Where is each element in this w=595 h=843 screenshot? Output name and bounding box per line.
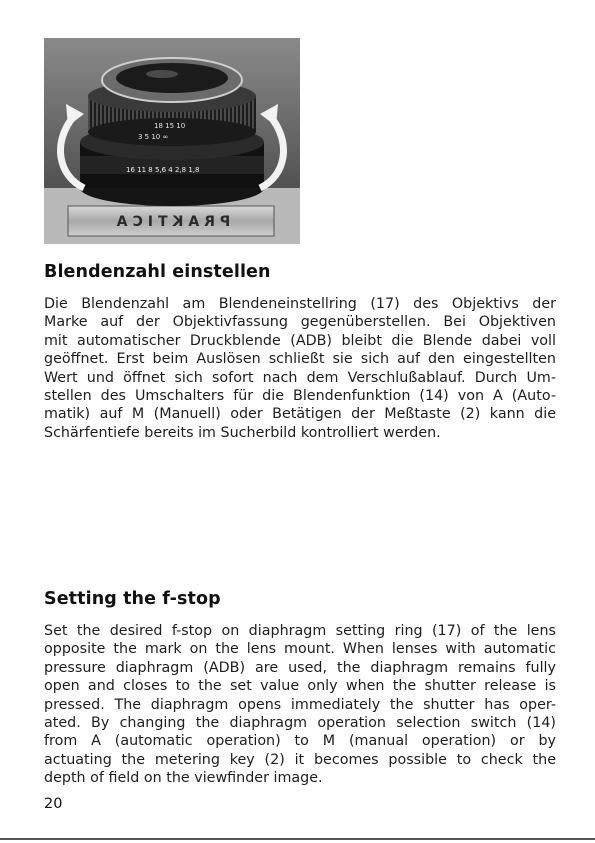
german-line: mit automatischer Druckblende (ADB) bleibt die Blende dabei voll [44, 332, 556, 349]
english-line: actuating the metering key (2) it becomes possible to check the [44, 751, 556, 768]
page-number: 20 [44, 796, 63, 812]
german-line: Die Blendenzahl am Blendeneinstellring (17) des Objektivs der [44, 296, 556, 312]
english-line: opposite the mark on the lens mount. When lenses with automatic [44, 641, 556, 658]
german-line: Schärfentiefe bereits im Sucherbild kontrolliert werden. [44, 424, 441, 441]
english-line: from A (automatic operation) to M (manual operation) or by [44, 733, 556, 750]
german-line: Marke auf der Objektivfassung gegenüberstellen. Bei Objektiven [44, 314, 556, 331]
english-paragraph [44, 622, 556, 788]
english-line: pressure diaphragm (ADB) are used, the diaphragm remains fully [44, 659, 556, 676]
photo-brand-label: PRAKTICA [111, 214, 231, 230]
english-line: open and closes to the set value only when the shutter release is [44, 678, 556, 695]
german-line: stellen des Umschalters für die Blendenfunktion (14) von A (Auto- [44, 388, 556, 405]
german-paragraph [44, 295, 556, 442]
photo-distance-scale-2: 3 5 10 ∞ [138, 133, 169, 141]
german-line: Wert und öffnet sich sofort nach dem Verschlußablauf. Durch Um- [44, 369, 556, 386]
english-line: Set the desired f-stop on diaphragm setting ring (17) of the lens [44, 623, 556, 639]
english-line: depth of field on the viewfinder image. [44, 770, 323, 787]
photo-aperture-scale: 16 11 8 5,6 4 2,8 1,8 [126, 166, 200, 174]
english-line: ated. By changing the diaphragm operation selection switch (14) [44, 715, 556, 732]
german-line: geöffnet. Erst beim Auslösen schließt sie sich auf den eingestellten [44, 351, 556, 368]
english-heading: Setting the f-stop [44, 589, 221, 609]
german-line: matik) auf M (Manuell) oder Betätigen der Meßtaste (2) kann die [44, 406, 556, 423]
photo-distance-scale: 18 15 10 [154, 122, 186, 130]
bottom-divider [0, 838, 595, 840]
camera-lens-photo [44, 38, 300, 244]
english-line: pressed. The diaphragm opens immediately the shutter has oper- [44, 696, 556, 713]
german-heading: Blendenzahl einstellen [44, 262, 271, 282]
